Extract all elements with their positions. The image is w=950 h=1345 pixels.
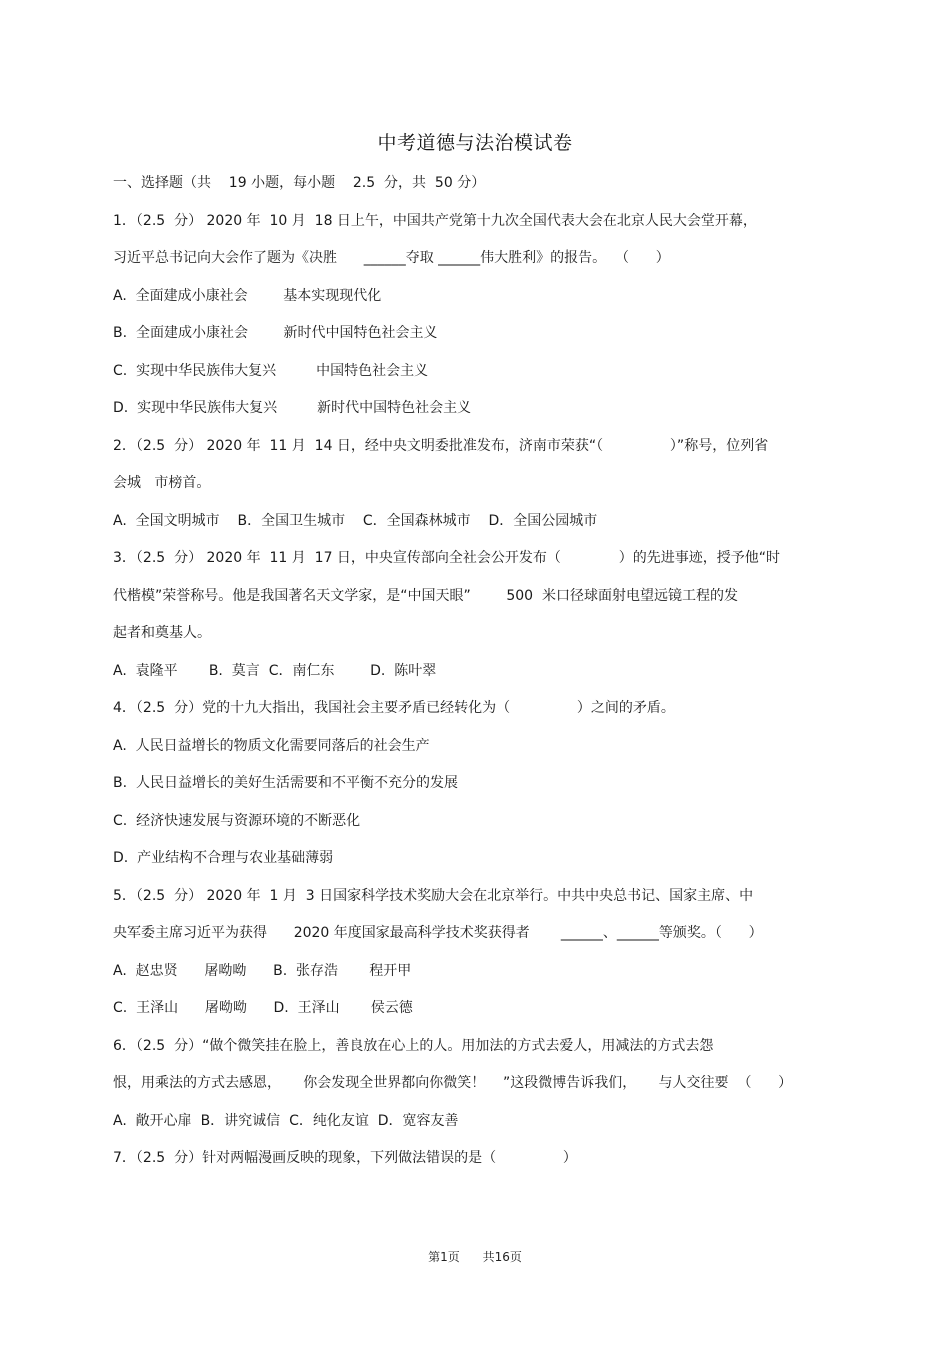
text-line: D. 产业结构不合理与农业基础薄弱 <box>113 850 334 866</box>
text-line: A. 敞开心扉 B．讲究诚信 C．纯化友谊 D．宽容友善 <box>113 1112 459 1129</box>
text-line: 2．（2.5 分） 2020 年 11 月 14 日，经中央文明委批准发布，济南市荣获“（ ）”称号，位列省 <box>113 437 769 454</box>
text-line: 一、选择题（共 19 小题，每小题 2.5 分，共 50 分） <box>113 175 486 191</box>
text-line: 恨，用乘法的方式去感恩， 你会发现全世界都向你微笑！ ”这段微博告诉我们， 与人交往要 （ ） <box>113 1075 793 1091</box>
text-line: C. 实现中华民族伟大复兴 中国特色社会主义 <box>113 362 429 379</box>
text-line: B. 全面建成小康社会 新时代中国特色社会主义 <box>113 325 438 341</box>
text-line: A. 袁隆平 B. 莫言 C．南仁东 D. 陈叶翠 <box>113 662 437 679</box>
text-line: 6．（2.5 分）“做个微笑挂在脸上，善良放在心上的人。用加法的方式去爱人，用减法的方式去怨 <box>113 1037 714 1054</box>
text-line: 会城 市榜首。 <box>113 475 211 491</box>
text-line: 5．（2.5 分） 2020 年 1 月 3 日国家科学技术奖励大会在北京举行。中共中央总书记、国家主席、中 <box>113 887 754 904</box>
page-title: 中考道德与法治模试卷 <box>377 132 573 154</box>
text-line: 7．（2.5 分）针对两幅漫画反映的现象，下列做法错误的是（ ） <box>113 1150 577 1166</box>
text-line: 1．（2.5 分） 2020 年 10 月 18 日上午，中国共产党第十九次全国代表大会在北京人民大会堂开幕， <box>113 212 757 229</box>
text-line: A. 人民日益增长的物质文化需要同落后的社会生产 <box>113 737 430 754</box>
text-line: 4．（2.5 分）党的十九大指出，我国社会主要矛盾已经转化为（ ）之间的矛盾。 <box>113 700 675 716</box>
text-line: C. 王泽山 屠呦呦 D. 王泽山 侯云德 <box>113 1000 413 1016</box>
text-line: 代楷模”荣誉称号。他是我国著名天文学家，是“中国天眼” 500 米口径球面射电望远镜工程的发 <box>113 587 738 604</box>
text-line: C. 经济快速发展与资源环境的不断恶化 <box>113 812 361 829</box>
text-line: A. 全面建成小康社会 基本实现现代化 <box>113 287 382 304</box>
text-line: A. 赵忠贤 屠呦呦 B. 张存浩 程开甲 <box>113 962 412 979</box>
text-line: A. 全国文明城市 B．全国卫生城市 C．全国森林城市 D．全国公园城市 <box>113 512 598 529</box>
text-line: 习近平总书记向大会作了题为《决胜 ______夺取 ______伟大胜利》的报告。 （ ） <box>113 250 670 266</box>
exam-body <box>113 170 833 1183</box>
text-line: 央军委主席习近平为获得 2020 年度国家最高科学技术奖获得者 ______、______等颁奖。（ ） <box>113 925 763 941</box>
text-line: B. 人民日益增长的美好生活需要和不平衡不充分的发展 <box>113 775 458 791</box>
text-line: D. 实现中华民族伟大复兴 新时代中国特色社会主义 <box>113 400 472 416</box>
page-footer: 第1页 共16页 <box>428 1250 522 1264</box>
text-line: 起者和奠基人。 <box>113 625 211 641</box>
text-line: 3．（2.5 分） 2020 年 11 月 17 日，中央宣传部向全社会公开发布（ ）的先进事迹，授予他“时 <box>113 550 781 566</box>
